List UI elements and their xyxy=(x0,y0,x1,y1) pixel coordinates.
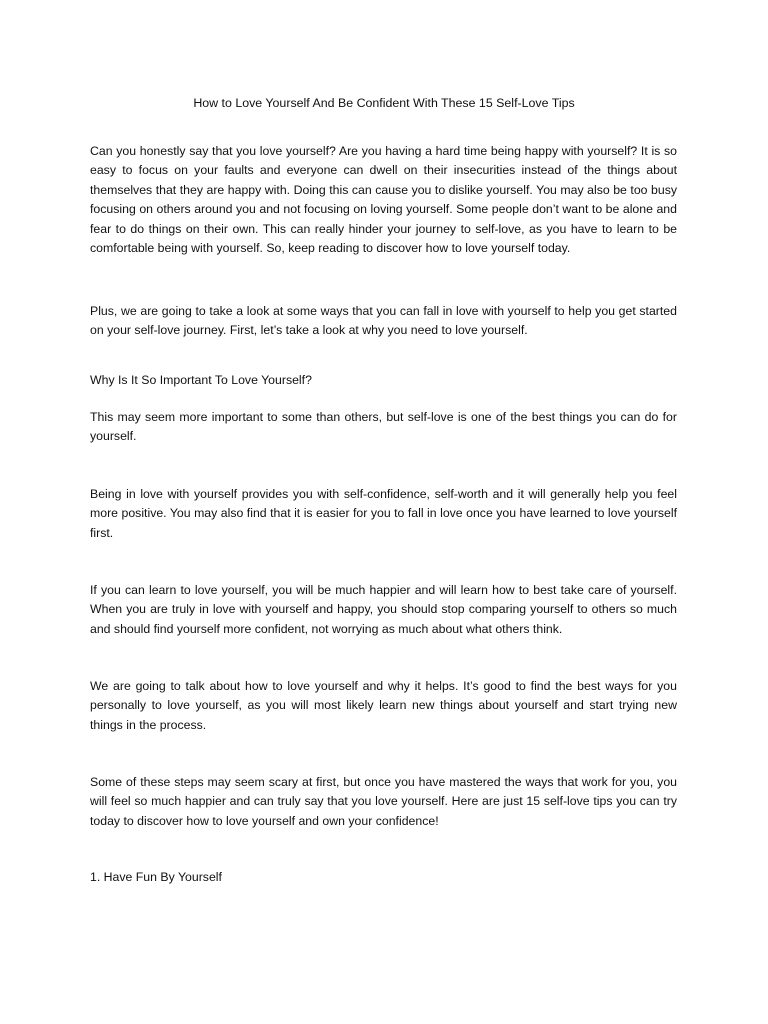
tip-heading: 1. Have Fun By Yourself xyxy=(90,870,222,884)
section-heading: Why Is It So Important To Love Yourself? xyxy=(90,373,312,387)
body-paragraph-1: This may seem more important to some than others, but self-love is one of the best things you can do for yourself. xyxy=(90,410,677,444)
document-title: How to Love Yourself And Be Confident With These 15 Self-Love Tips xyxy=(193,96,575,110)
body-paragraph-4: We are going to talk about how to love yourself and why it helps. It’s good to find the best ways for you personally to love yourself, as you will most likely learn new things about yourself and start trying new things in the process. xyxy=(90,679,677,732)
body-paragraph-2: Being in love with yourself provides you with self-confidence, self-worth and it will generally help you feel more positive. You may also find that it is easier for you to fall in love once you have learned to love yourself first. xyxy=(90,487,677,540)
body-paragraph-3: If you can learn to love yourself, you will be much happier and will learn how to best take care of yourself. When you are truly in love with yourself and happy, you should stop comparing yourself to others so much and should find yourself more confident, not worrying as much about what others think. xyxy=(90,583,677,636)
body-paragraph-5: Some of these steps may seem scary at first, but once you have mastered the ways that work for you, you will feel so much happier and can truly say that you love yourself. Here are just 15 self-love tips you can try today to discover how to love yourself and own your confidence! xyxy=(90,775,677,828)
intro-paragraph: Can you honestly say that you love yourself? Are you having a hard time being happy with yourself? It is so easy to focus on your faults and everyone can dwell on their insecurities instead of the things about themselves that they are happy with. Doing this can cause you to dislike yourself. You may also be too busy focusing on others around you and not focusing on loving yourself. Some people don’t want to be alone and fear to do things on their own. This can really hinder your journey to self-love, as you have to learn to be comfortable being with yourself. So, keep reading to discover how to love yourself today. xyxy=(90,144,677,256)
plus-paragraph: Plus, we are going to take a look at some ways that you can fall in love with yourself to help you get started on your self-love journey. First, let’s take a look at why you need to love yourself. xyxy=(90,304,677,338)
